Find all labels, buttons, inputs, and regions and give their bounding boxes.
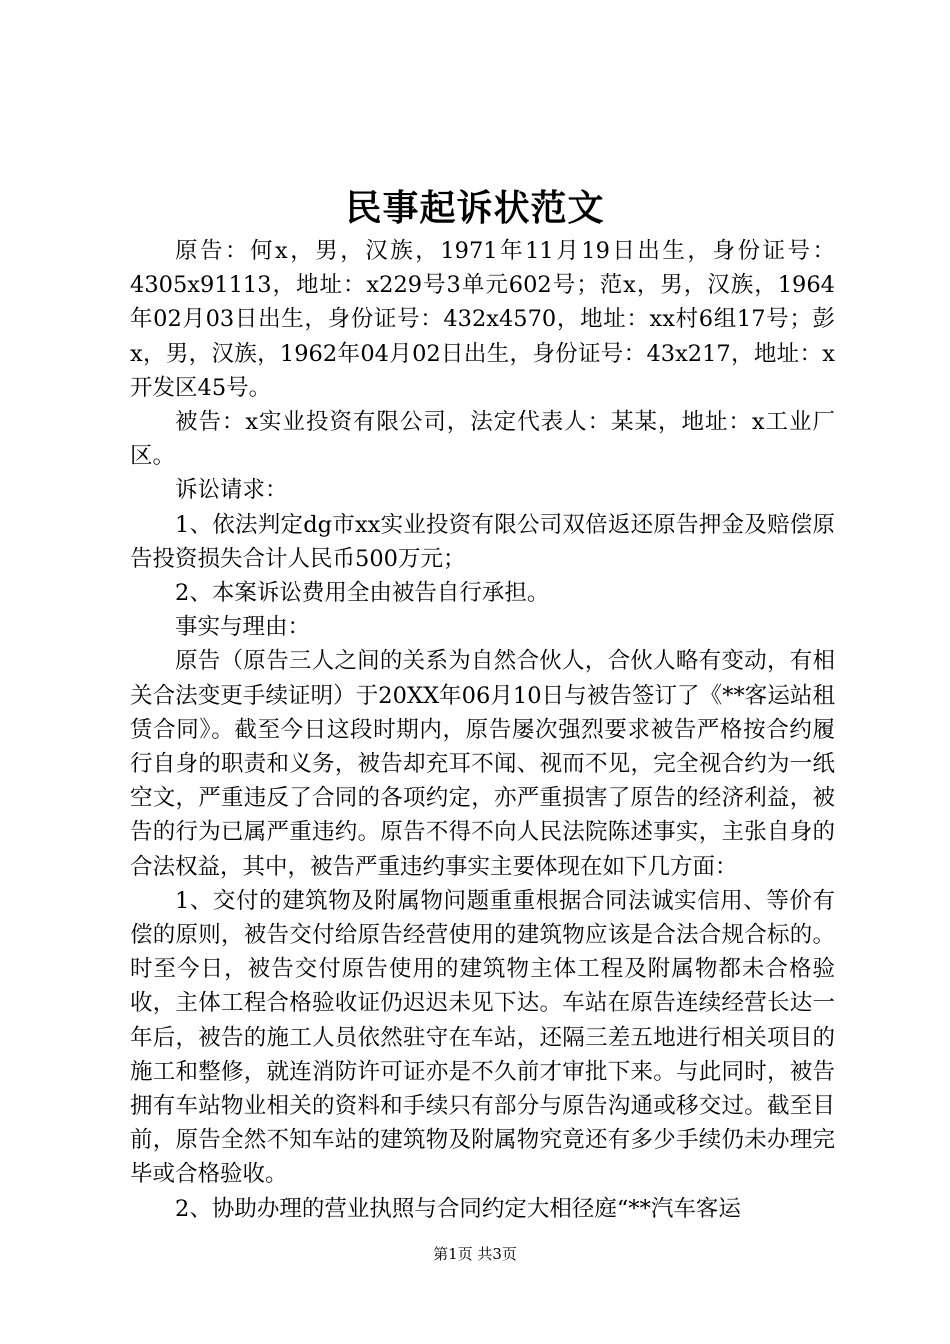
page-footer: 第1页 共3页 [433,1245,517,1263]
paragraph-facts: 原告（原告三人之间的关系为自然合伙人，合伙人略有变动，有相关合法变更手续证明）于20XX年06月10日与被告签订了《**客运站租赁合同》。截至今日这段时期内，原告屡次强烈要求被告严格按合约履行自身的职责和义务，被告却充耳不闻、视而不见，完全视合约为一纸空文，严重违反了合同的各项约定，亦严重损害了原告的经济利益，被告的行为已属严重违约。原告不得不向人民法院陈述事实，主张自身的合法权益，其中，被告严重违约事实主要体现在如下几方面： [130,648,835,880]
paragraph-fact-2: 2、协助办理的营业执照与合同约定大相径庭“**汽车客运 [175,1195,741,1222]
paragraph-defendant: 被告：x实业投资有限公司，法定代表人：某某，地址：x工业厂区。 [130,409,835,470]
paragraph-claim-2: 2、本案诉讼费用全由被告自行承担。 [175,580,550,607]
paragraph-facts-heading: 事实与理由： [175,614,311,641]
paragraph-claims-heading: 诉讼请求： [175,477,288,504]
paragraph-claim-1: 1、依法判定dg市xx实业投资有限公司双倍返还原告押金及赔偿原告投资损失合计人民币500万元； [130,511,835,572]
document-body [130,234,835,1226]
document-title: 民事起诉状范文 [345,187,605,229]
paragraph-plaintiffs: 原告：何x，男，汉族，1971年11月19日出生，身份证号：4305x91113，地址：x229号3单元602号；范x，男，汉族，1964年02月03日出生，身份证号：432x4570，地址：xx村6组17号；彭x，男，汉族，1962年04月02日出生，身份证号：43x217，地址：x开发区45号。 [130,238,835,401]
paragraph-fact-1: 1、交付的建筑物及附属物问题重重根据合同法诚实信用、等价有偿的原则，被告交付给原告经营使用的建筑物应该是合法合规合标的。时至今日，被告交付原告使用的建筑物主体工程及附属物都未合格验收，主体工程合格验收证仍迟迟未见下达。车站在原告连续经营长达一年后，被告的施工人员依然驻守在车站，还隔三差五地进行相关项目的施工和整修，就连消防许可证亦是不久前才审批下来。与此同时，被告拥有车站物业相关的资料和手续只有部分与原告沟通或移交过。截至目前，原告全然不知车站的建筑物及附属物究竟还有多少手续仍未办理完毕或合格验收。 [130,887,835,1188]
